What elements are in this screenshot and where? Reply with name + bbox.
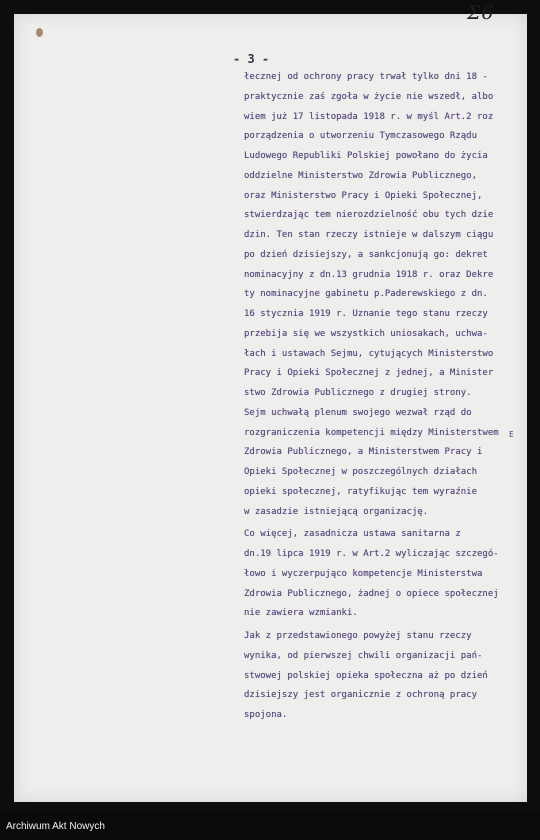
text-line: wynika, od pierwszej chwili organizacji pań- — [244, 650, 483, 661]
footer-bar — [0, 812, 540, 840]
text-line: Opieki Społecznej w poszczególnych działach — [244, 467, 477, 477]
text-line: ty nominacyjne gabinetu p.Paderewskiego z dn. — [244, 289, 488, 300]
text-line: Ludowego Republiki Polskiej powołano do życia — [244, 151, 488, 161]
text-line: praktycznie zaś zgoła w życie nie wszedł, albo — [244, 91, 494, 102]
text-line: stwierdzając tem nierozdzielność obu tych dzie — [244, 210, 494, 221]
text-line: Pracy i Opieki Społecznej z jednej, a Minister — [244, 368, 494, 379]
text-line: rozgraniczenia kompetencji między Ministerstwem — [244, 427, 499, 438]
text-line: przebija się we wszystkich uniosakach, uchwa- — [244, 328, 488, 339]
margin-letter: E — [509, 430, 514, 439]
text-line: łach i ustawach Sejmu, cytujących Ministerstwo — [244, 348, 494, 359]
text-line: porządzenia o utworzeniu Tymczasowego Rządu — [244, 131, 477, 142]
text-line: łowo i wyczerpująco kompetencje Ministerstwa — [244, 568, 483, 579]
page-number: - 3 - — [233, 52, 270, 66]
text-line: łecznej od ochrony pracy trwał tylko dni 18 - — [244, 72, 488, 82]
archive-label: Archiwum Akt Nowych — [6, 821, 105, 832]
text-line: Jak z przedstawionego powyżej stanu rzeczy — [244, 631, 472, 641]
text-line: oraz Ministerstwo Pracy i Opieki Społecznej, — [244, 190, 483, 201]
text-line: nie zawiera wzmianki. — [244, 608, 358, 619]
text-line: stwowej polskiej opieka społeczna aż po dzień — [244, 670, 488, 681]
text-line: nominacyjny z dn.13 grudnia 1918 r. oraz Dekre — [244, 269, 494, 280]
text-line: oddzielne Ministerstwo Zdrowia Publicznego, — [244, 170, 477, 181]
text-line: dn.19 lipca 1919 r. w Art.2 wyliczając szczegó- — [244, 549, 499, 559]
text-line: Co więcej, zasadnicza ustawa sanitarna z — [244, 529, 461, 540]
text-line: 16 stycznia 1919 r. Uznanie tego stanu rzeczy — [244, 309, 488, 319]
text-line: Zdrowia Publicznego, a Ministerstwem Pracy i — [244, 447, 483, 458]
archive-mark: Σ6 — [467, 2, 495, 24]
text-line: w zasadzie istniejącą organizację. — [244, 506, 429, 517]
text-line: stwo Zdrowia Publicznego z drugiej strony. — [244, 388, 472, 398]
text-line: opieki społecznej, ratyfikując tem wyraźnie — [244, 486, 477, 497]
text-line: Sejm uchwałą plenum swojego wezwał rząd do — [244, 407, 472, 418]
typed-text-block — [244, 68, 512, 726]
text-line: dzisiejszy jest organicznie z ochroną pracy — [244, 690, 477, 701]
text-line: Zdrowia Publicznego, żadnej o opiece społecznej — [244, 588, 499, 599]
text-line: wiem już 17 listopada 1918 r. w myśl Art.2 roz — [244, 111, 494, 122]
text-line: spojona. — [244, 710, 288, 720]
text-line: po dzień dzisiejszy, a sankcjonują go: dekret — [244, 249, 488, 260]
text-line: dzin. Ten stan rzeczy istnieje w dalszym ciągu — [244, 230, 494, 240]
stain-spot — [36, 28, 43, 37]
